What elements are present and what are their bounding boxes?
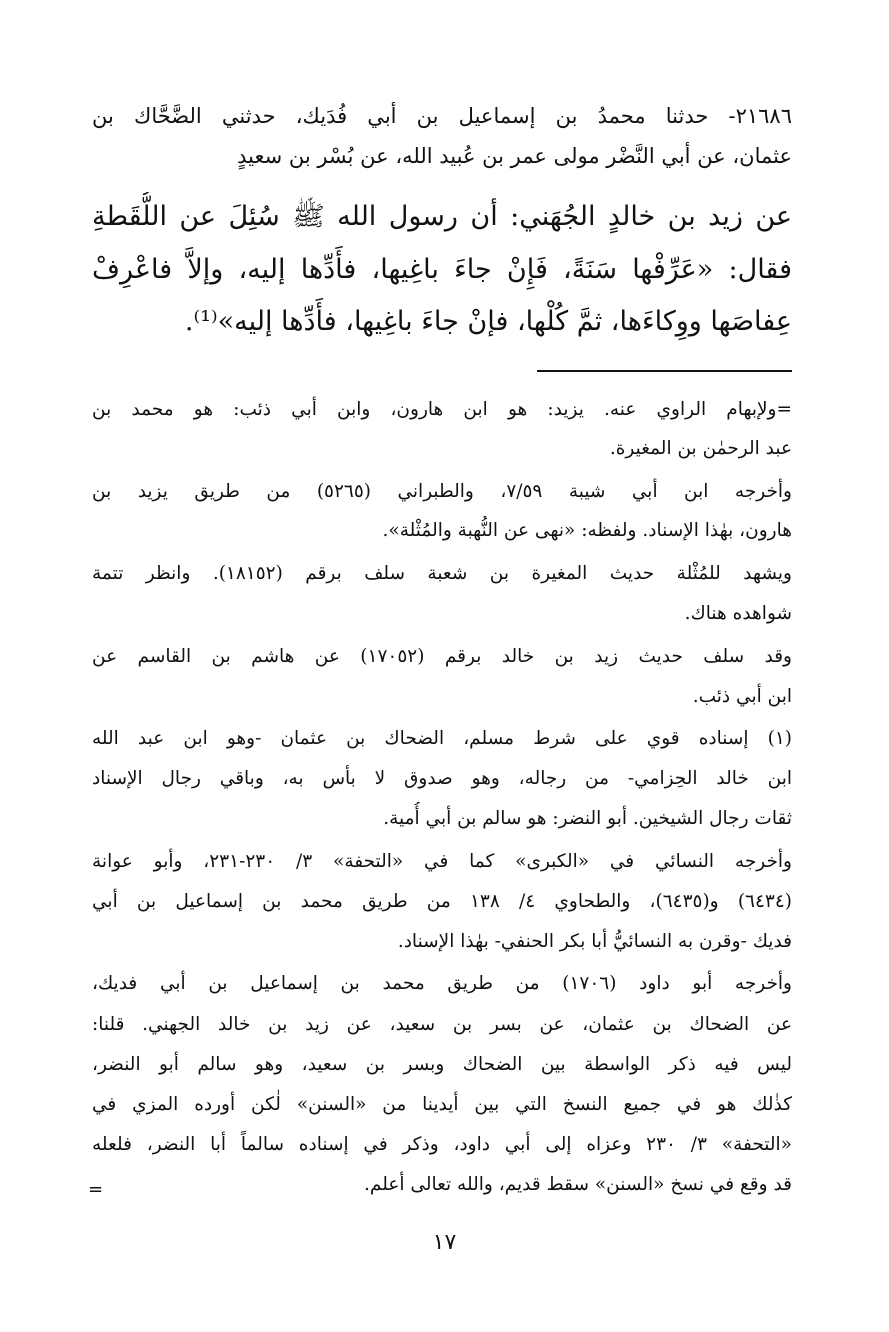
footnote-line: عبد الرحمٰن بن المغيرة. bbox=[609, 438, 792, 459]
footnote-line: فديك -وقرن به النسائيُّ أبا بكر الحنفي- بهٰذا الإسناد. bbox=[397, 931, 792, 952]
page-number: ١٧ bbox=[432, 1230, 457, 1255]
footnote-line: عن الضحاك بن عثمان، عن بسر بن سعيد، عن زيد بن خالد الجهني. قلنا: bbox=[92, 1014, 792, 1035]
footnote-line: ثقات رجال الشيخين. أبو النضر: هو سالم بن أبي أُمية. bbox=[383, 808, 792, 829]
footnote-separator bbox=[537, 370, 792, 372]
hadith-chain-line: عثمان، عن أبي النَّضْر مولى عمر بن عُبيد الله، عن بُسْر بن سعيدٍ bbox=[237, 144, 792, 168]
continuation-mark: = bbox=[88, 1179, 104, 1200]
footnote-line: ويشهد للمُثْلة حديث المغيرة بن شعبة سلف برقم (١٨١٥٢). وانظر تتمة bbox=[92, 563, 792, 584]
hadith-chain-line: ٢١٦٨٦- حدثنا محمدُ بن إسماعيل بن أبي فُدَيك، حدثني الضَّحَّاك بن bbox=[92, 104, 792, 128]
footnote-line: شواهده هناك. bbox=[684, 603, 792, 624]
footnote-line: وقد سلف حديث زيد بن خالد برقم (١٧٠٥٢) عن هاشم بن القاسم عن bbox=[92, 646, 792, 667]
footnote-line: ابن خالد الحِزامي- من رجاله، وهو صدوق لا بأس به، وباقي رجال الإسناد bbox=[92, 768, 792, 789]
footnote-line: كذٰلك هو في جميع النسخ التي بين أيدينا من «السنن» لٰكن أورده المزي في bbox=[92, 1094, 792, 1115]
footnote-line: ابن أبي ذئب. bbox=[692, 686, 792, 707]
footnote-line: وأخرجه النسائي في «الكبرى» كما في «التحفة» ٣/ ٢٣٠-٢٣١، وأبو عوانة bbox=[92, 851, 792, 872]
footnote-line: (١) إسناده قوي على شرط مسلم، الضحاك بن عثمان -وهو ابن عبد الله bbox=[92, 728, 792, 749]
hadith-matn-line: عن زيد بن خالدٍ الجُهَني: أن رسول الله ﷺ سُئِلَ عن اللُّقَطةِ bbox=[92, 201, 792, 232]
hadith-matn-line: فقال: «عَرِّفْها سَنَةً، فَإِنْ جاءَ باغِيها، فأَدِّها إليه، وإلاَّ فاعْرِفْ bbox=[92, 254, 792, 285]
footnote-line: ليس فيه ذكر الواسطة بين الضحاك وبسر بن سعيد، وهو سالم أبو النضر، bbox=[92, 1054, 792, 1075]
footnote-line: هارون، بهٰذا الإسناد. ولفظه: «نهى عن النُّهبة والمُثْلة». bbox=[382, 520, 792, 541]
footnote-line: وأخرجه أبو داود (١٧٠٦) من طريق محمد بن إسماعيل بن أبي فديك، bbox=[92, 973, 792, 994]
hadith-matn-line: عِفاصَها ووِكاءَها، ثمَّ كُلْها، فإنْ جاءَ باغِيها، فأَدِّها إليه»⁽¹⁾. bbox=[184, 306, 792, 337]
footnote-line: وأخرجه ابن أبي شيبة ٧/٥٩، والطبراني (٥٢٦٥) من طريق يزيد بن bbox=[92, 481, 792, 502]
footnote-line: قد وقع في نسخ «السنن» سقط قديم، والله تعالى أعلم. bbox=[364, 1174, 792, 1195]
footnote-line: (٦٤٣٤) و(٦٤٣٥)، والطحاوي ٤/ ١٣٨ من طريق محمد بن إسماعيل بن أبي bbox=[92, 891, 792, 912]
footnote-line: =ولإبهام الراوي عنه. يزيد: هو ابن هارون، وابن أبي ذئب: هو محمد بن bbox=[92, 399, 792, 420]
footnote-line: «التحفة» ٣/ ٢٣٠ وعزاه إلى أبي داود، وذكر في إسناده سالماً أبا النضر، فلعله bbox=[92, 1134, 792, 1155]
